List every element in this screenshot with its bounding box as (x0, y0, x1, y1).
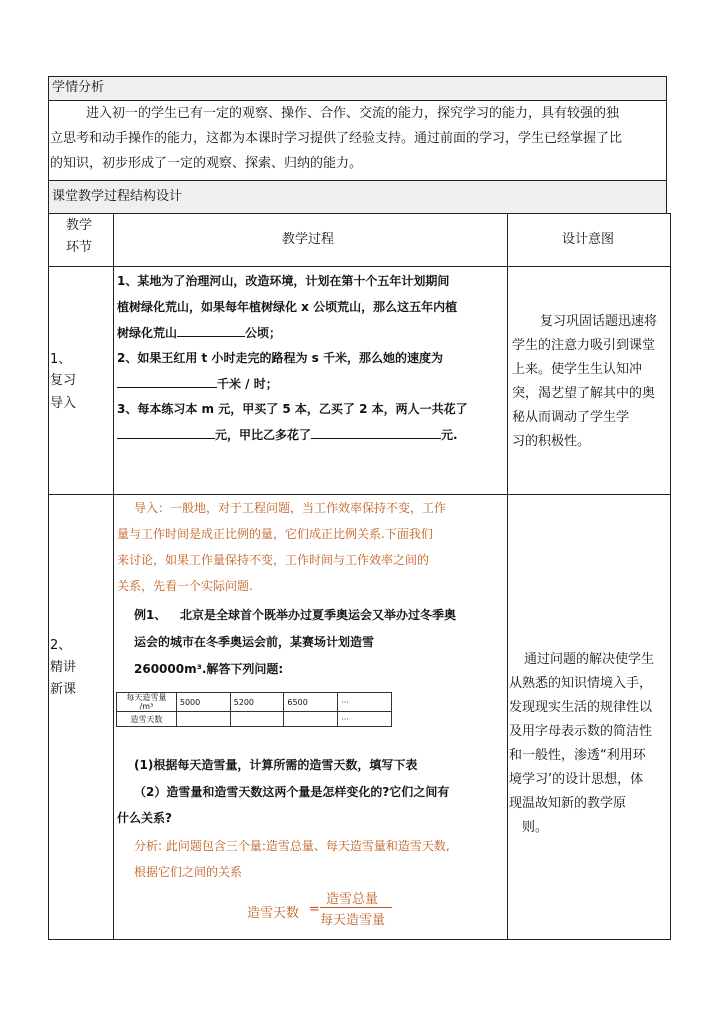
answer-blank-1 (177, 324, 245, 337)
table-cell (230, 712, 284, 727)
stage-num-2: 2、 (50, 638, 72, 653)
border (507, 213, 508, 940)
intent-2-line6: 境学习’的设计思想，体 (509, 772, 644, 787)
review-q3-line1: 3、每本练习本 m 元，甲买了 5 本，乙买了 2 本，两人一共花了 (117, 402, 468, 416)
section-title-analysis: 学情分析 (52, 80, 105, 95)
border (48, 180, 666, 181)
table-cell: ··· (338, 693, 392, 712)
review-q1-line2: 植树绿化荒山，如果每年植树绿化 x 公顷荒山，那么这五年内植 (117, 300, 458, 314)
analysis-line2: 根据它们之间的关系 (134, 865, 243, 879)
border (113, 213, 114, 940)
analysis-line-3: 的知识，初步形成了一定的观察、探索、归纳的能力。 (50, 156, 363, 171)
example-line2: 运会的城市在冬季奥运会前，某赛场计划造雪 (134, 635, 375, 649)
intent-1-line3: 上来。使学生生认知冲 (512, 362, 643, 377)
example-line3: 260000m³.解答下列问题: (134, 662, 284, 676)
formula-denominator: 每天造雪量 (320, 913, 386, 928)
section-title-design: 课堂教学过程结构设计 (52, 189, 183, 204)
intro-line1: 导入：一般地，对于工程问题，当工作效率保持不变，工作 (134, 501, 447, 515)
table-cell (284, 712, 338, 727)
border (48, 939, 670, 940)
header-stage-1: 教学 (66, 218, 93, 233)
formula-numerator: 造雪总量 (326, 892, 379, 907)
border (670, 213, 671, 940)
example-line1: 北京是全球首个既举办过夏季奥运会又举办过冬季奥 (180, 608, 457, 622)
intro-line3: 来讨论，如果工作量保持不变，工作时间与工作效率之间的 (117, 553, 430, 567)
analysis-line1: 分析: 此问题包含三个量:造雪总量、每天造雪量和造雪天数, (134, 839, 450, 853)
table-row (117, 712, 392, 727)
formula-lhs: 造雪天数 (247, 906, 300, 921)
intro-line2: 量与工作时间是成正比例的量，它们成正比例关系.下面我们 (117, 527, 433, 541)
stage-label-2b: 新课 (50, 682, 77, 697)
review-q3-line2: 元，甲比乙多花了 元. (117, 426, 458, 443)
intent-2-line5: 和一般性，渗透“利用环 (509, 748, 646, 763)
border (48, 76, 49, 214)
intent-2-line7: 现温故知新的教学原 (509, 796, 627, 811)
review-q1-line3: 树绿化荒山 公顷； (117, 326, 282, 340)
border (48, 213, 670, 214)
table-row (117, 693, 392, 712)
sub-question-2-line1: （2）造雪量和造雪天数这两个量是怎样变化的?它们之间有 (134, 785, 450, 799)
header-intent: 设计意图 (562, 232, 615, 247)
fraction-bar (320, 907, 392, 908)
example-label: 例1、 (134, 608, 167, 622)
border (48, 494, 670, 495)
review-q2-line2: 千米 / 时； (117, 375, 278, 392)
intent-2-line1: 通过问题的解决使学生 (524, 652, 655, 667)
analysis-line-2: 立思考和动手操作的能力，这都为本课时学习提供了经验支持。通过前面的学习，学生已经掌握了比 (50, 131, 623, 146)
intent-2-line2: 从熟悉的知识情境入手， (509, 676, 653, 691)
table-cell: 5000 (176, 693, 230, 712)
table-head-daily: 每天造雪量 /m³ (117, 693, 177, 712)
intro-line4: 关系，先看一个实际问题. (117, 579, 253, 593)
answer-blank-3 (117, 426, 215, 439)
border (48, 213, 49, 940)
intent-1-line4: 突，渴艺望了解其中的奥 (512, 386, 656, 401)
header-stage-2: 环节 (66, 240, 93, 255)
intent-1-line1: 复习巩固话题迅速将 (540, 314, 658, 329)
answer-blank-2 (117, 375, 217, 388)
table-cell: 6500 (284, 693, 338, 712)
stage-label-2a: 精讲 (50, 660, 77, 675)
stage-label-1b: 导入 (50, 396, 77, 411)
border (666, 76, 667, 214)
header-shade-1 (48, 76, 666, 100)
table-cell: ··· (338, 712, 392, 727)
sub-question-2-line2: 什么关系? (117, 811, 172, 825)
intent-2-line3: 发现现实生活的规律性以 (509, 700, 653, 715)
stage-label-1a: 复习 (50, 373, 77, 388)
table-cell (176, 712, 230, 727)
intent-2-line8: 则。 (522, 820, 549, 835)
sub-question-1: (1)根据每天造雪量，计算所需的造雪天数，填写下表 (134, 758, 418, 772)
intent-1-line5: 秘从而调动了学生学 (512, 410, 630, 425)
intent-2-line4: 及用字母表示数的简洁性 (509, 724, 653, 739)
review-q2-line1: 2、如果王红用 t 小时走完的路程为 s 千米，那么她的速度为 (117, 351, 443, 365)
border (48, 76, 666, 77)
table-head-days: 造雪天数 (117, 712, 177, 727)
intent-1-line6: 习的积极性。 (512, 434, 591, 449)
intent-1-line2: 学生的注意力吸引到课堂 (512, 338, 656, 353)
answer-blank-4 (311, 426, 441, 439)
formula-eq: = (309, 902, 320, 917)
border (48, 100, 666, 101)
stage-num-1: 1、 (50, 352, 72, 367)
analysis-line-1: 进入初一的学生已有一定的观察、操作、合作、交流的能力，探究学习的能力，具有较强的独 (86, 106, 620, 121)
review-q1-line1: 1、某地为了治理河山，改造环境，计划在第十个五年计划期间 (117, 274, 450, 288)
snow-table (116, 692, 392, 727)
table-cell: 5200 (230, 693, 284, 712)
header-process: 教学过程 (282, 232, 335, 247)
border (48, 266, 670, 267)
